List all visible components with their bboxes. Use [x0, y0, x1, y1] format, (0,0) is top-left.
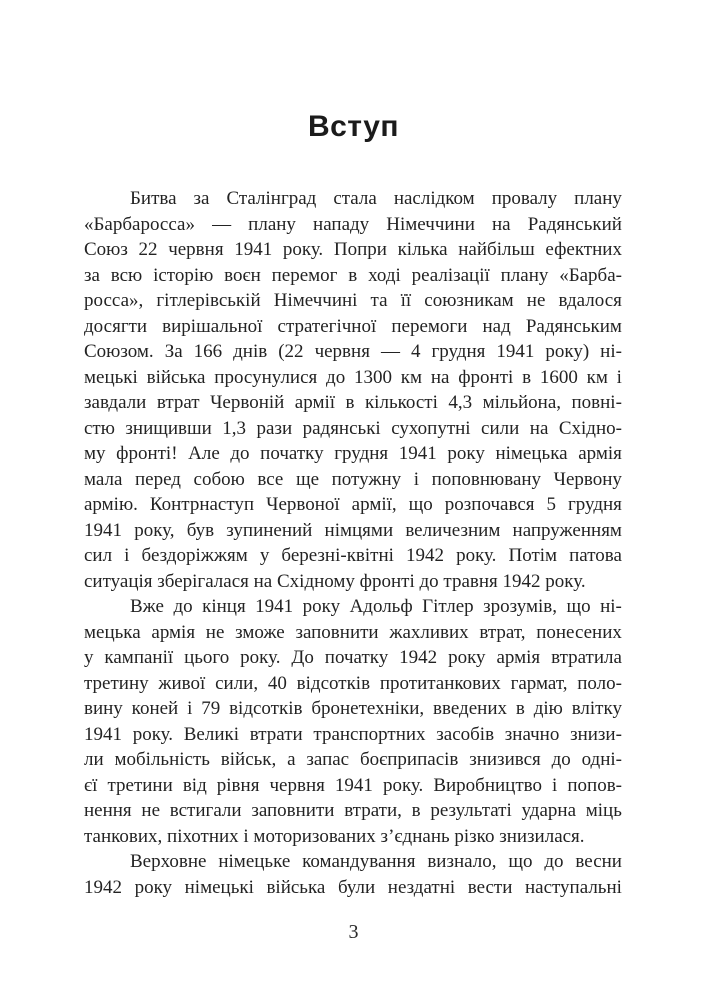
- text-line: за всю історію воєн перемог в ході реалізації плану «Барба-: [84, 264, 622, 286]
- text-line: завдали втрат Червоній армії в кількості 4,3 мільйона, повні-: [84, 392, 622, 413]
- text-line: Союзом. За 166 днів (22 червня — 4 грудня 1941 року) ні-: [84, 341, 622, 362]
- text-line: мецька армія не зможе заповнити жахливих втрат, понесених: [84, 621, 622, 643]
- text-line: нення не встигали заповнити втрати, в результаті ударна міць: [84, 800, 622, 821]
- text-line: армію. Контрнаступ Червоної армії, що розпочався 5 грудня: [84, 494, 622, 515]
- page-number: 3: [348, 921, 359, 943]
- text-line: Битва за Сталінград стала наслідком провалу плану: [130, 188, 622, 209]
- text-line: єї третини від рівня червня 1941 року. Виробництво і попов-: [84, 774, 622, 796]
- text-line: росса», гітлерівській Німеччині та її союзникам не вдалося: [84, 290, 622, 311]
- text-line: ситуація зберігалася на Східному фронті до травня 1942 року.: [84, 570, 586, 592]
- paragraph: [84, 186, 622, 594]
- text-line: «Барбаросса» — плану нападу Німеччини на Радянський: [84, 213, 622, 235]
- text-line: му фронті! Але до початку грудня 1941 року німецька армія: [84, 443, 622, 464]
- body-text: [84, 186, 622, 900]
- text-line: Союз 22 червня 1941 року. Попри кілька найбільш ефектних: [84, 239, 622, 260]
- text-line: 1941 року. Великі втрати транспортних засобів значно знизи-: [84, 723, 622, 745]
- text-line: мала перед собою все ще потужну і поповнювану Червону: [84, 468, 622, 490]
- text-line: сил і бездоріжжям у березні-квітні 1942 року. Потім патова: [84, 545, 622, 566]
- text-line: ли мобільність військ, а запас боєприпасів знизився до одні-: [84, 749, 622, 770]
- text-line: Верховне німецьке командування визнало, що до весни: [130, 851, 622, 872]
- text-line: досягти вирішальної стратегічної перемоги над Радянським: [84, 315, 622, 337]
- text-line: 1942 року німецькі війська були нездатні вести наступальні: [84, 876, 622, 898]
- text-line: мецькі війська просунулися до 1300 км на фронті в 1600 км і: [84, 366, 622, 388]
- paragraph: [84, 849, 622, 900]
- paragraph: [84, 594, 622, 849]
- text-line: 1941 року, був зупинений німцями величезним напруженням: [84, 519, 622, 541]
- text-line: третину живої сили, 40 відсотків протитанкових гармат, поло-: [84, 672, 622, 694]
- text-line: стю знищивши 1,3 рази радянські сухопутні сили на Східно-: [84, 417, 622, 439]
- text-line: у кампанії цього року. До початку 1942 року армія втратила: [84, 647, 622, 668]
- chapter-title: Вступ: [307, 110, 400, 143]
- text-line: вину коней і 79 відсотків бронетехніки, введених в дію влітку: [84, 698, 622, 719]
- text-line: танкових, піхотних і моторизованих з’єднань різко знизилася.: [84, 825, 585, 847]
- text-line: Вже до кінця 1941 року Адольф Гітлер зрозумів, що ні-: [130, 596, 622, 617]
